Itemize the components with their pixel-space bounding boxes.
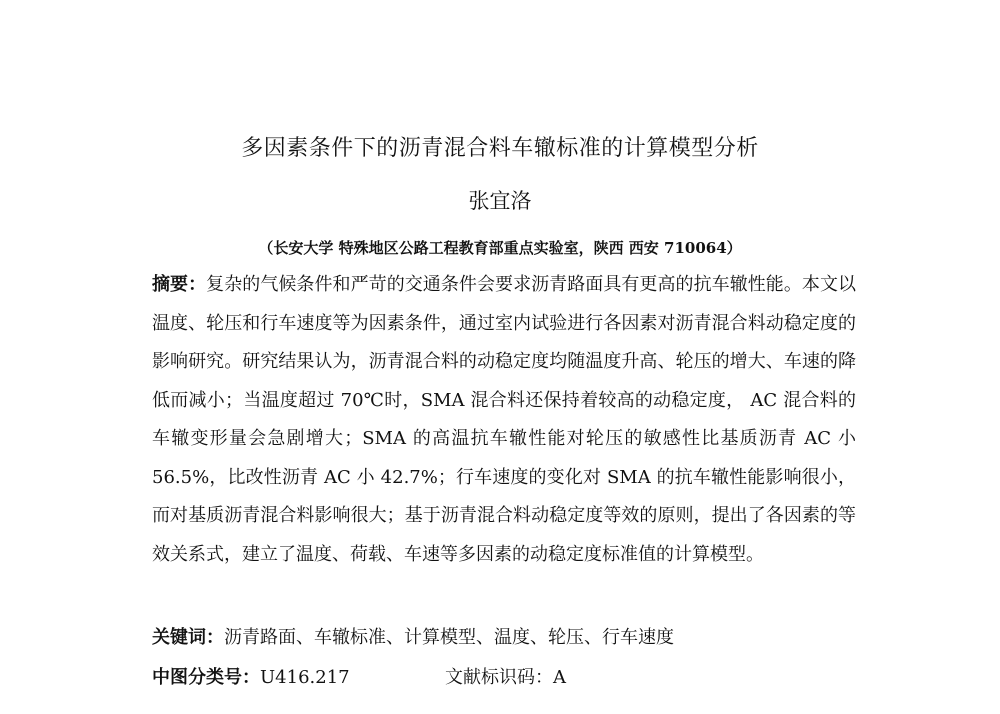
- classification-label: 中图分类号：: [152, 667, 260, 688]
- document-code-label: 文献标识码：: [445, 667, 553, 688]
- keywords-text: 沥青路面、车辙标准、计算模型、温度、轮压、行车速度: [224, 627, 674, 648]
- document-code-value: A: [553, 667, 566, 688]
- keywords: [152, 622, 856, 654]
- document-code: [445, 662, 566, 694]
- abstract-text: 复杂的气候条件和严苛的交通条件会要求沥青路面具有更高的抗车辙性能。本文以温度、轮压和行车速度等为因素条件，通过室内试验进行各因素对沥青混合料动稳定度的影响研究。研究结果认为，沥青混合料的动稳定度均随温度升高、轮压的增大、车速的降低而减小；当温度超过 70℃时，SMA 混合料还保持着较高的动稳定度， AC 混合料的车辙变形量会急剧增大；SMA 的高温抗车辙性能对轮压的敏感性比基质沥青 AC 小 56.5%，比改性沥青 AC 小 42.7%；行车速度的变化对 SMA 的抗车辙性能影响很小，而对基质沥青混合料影响很大；基于沥青混合料动稳定度等效的原则，提出了各因素的等效关系式，建立了温度、荷载、车速等多因素的动稳定度标准值的计算模型。: [152, 274, 857, 565]
- abstract: [152, 266, 856, 574]
- author-name: 张宜洛: [468, 189, 532, 213]
- abstract-label: 摘要：: [152, 274, 207, 295]
- author-affiliation: （长安大学 特殊地区公路工程教育部重点实验室，陕西 西安 710064）: [258, 239, 742, 257]
- classification-line: [152, 662, 856, 694]
- paper-title: 多因素条件下的沥青混合料车辙标准的计算模型分析: [241, 136, 759, 161]
- classification-value: U416.217: [260, 667, 350, 688]
- keywords-label: 关键词：: [152, 627, 224, 648]
